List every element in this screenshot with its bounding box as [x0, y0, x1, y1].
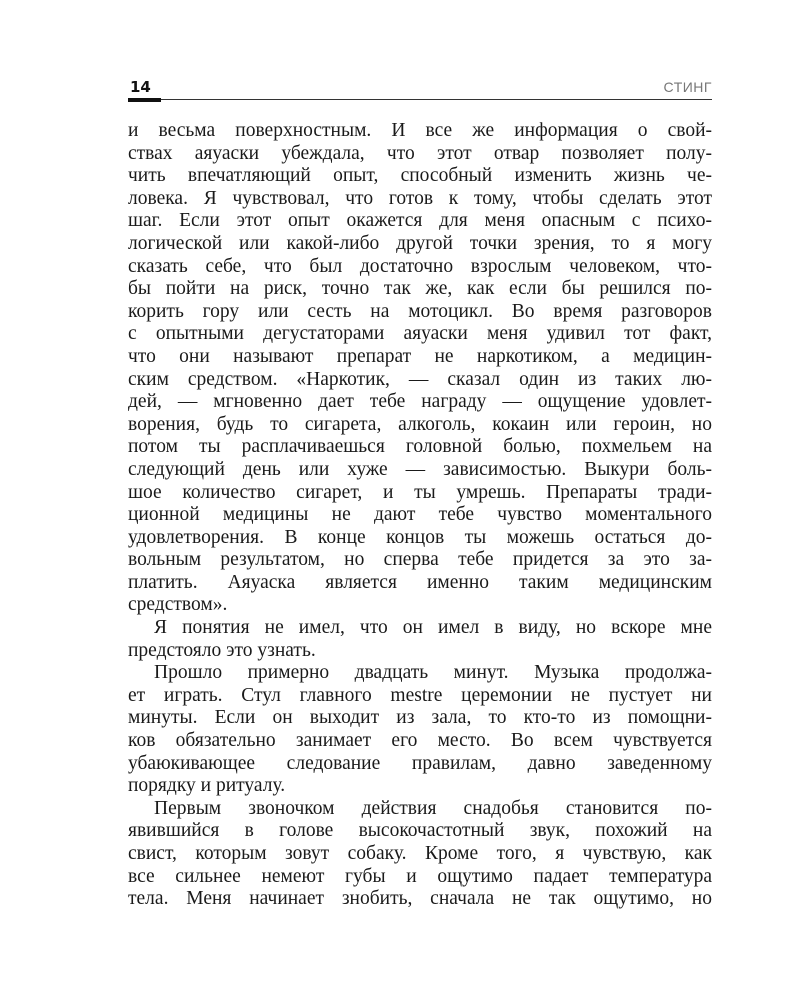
text-line: вольным результатом, но сперва тебе придется за это за-	[128, 549, 712, 571]
paragraph	[128, 662, 712, 798]
text-line: свист, которым зовут собаку. Кроме того, я чувствую, как	[128, 843, 712, 864]
text-line: сказать себе, что был достаточно взрослым человеком, что-	[128, 255, 712, 277]
text-line: ворения, будь то сигарета, алкоголь, кокаин или героин, но	[128, 413, 712, 435]
running-header	[128, 78, 712, 102]
text-line: убаюкивающее следование правилам, давно заведенному	[128, 752, 712, 774]
text-line: Первым звоночком действия снадобья становится по-	[154, 797, 712, 819]
text-line: корить гору или сесть на мотоцикл. Во время разговоров	[128, 300, 712, 322]
text-line: следующий день или хуже — зависимостью. Выкури боль-	[128, 458, 712, 480]
text-line: Прошло примерно двадцать минут. Музыка продолжа-	[154, 662, 712, 684]
text-line: предстояло это узнать.	[128, 639, 316, 661]
text-line: Я понятия не имел, что он имел в виду, но вскоре мне	[154, 617, 712, 639]
paragraph	[128, 120, 712, 617]
text-line: ским средством. «Наркотик, — сказал один из таких лю-	[128, 368, 712, 390]
paragraph	[128, 617, 712, 662]
running-title: СТИНГ	[663, 79, 712, 95]
text-line: явившийся в голове высокочастотный звук, похожий на	[128, 820, 712, 842]
text-line: логической или какой-либо другой точки зрения, то я могу	[128, 232, 712, 254]
text-line: что они называют препарат не наркотиком, а медицин-	[128, 345, 712, 367]
text-line: с опытными дегустаторами аяуаски меня удивил тот факт,	[128, 323, 712, 345]
text-line: дей, — мгновенно дает тебе награду — ощущение удовлет-	[128, 391, 712, 413]
text-line: чить впечатляющий опыт, способный изменить жизнь че-	[128, 165, 712, 187]
text-line: все сильнее немеют губы и ощутимо падает температура	[128, 865, 712, 887]
text-line: потом ты расплачиваешься головной болью, похмельем на	[128, 436, 712, 458]
page-number-underline	[128, 98, 161, 102]
text-line: ловека. Я чувствовал, что готов к тому, чтобы сделать этот	[128, 187, 712, 209]
header-rule	[128, 99, 712, 100]
text-line: тела. Меня начинает знобить, сначала не так ощутимо, но	[128, 888, 712, 910]
text-line: шое количество сигарет, и ты умрешь. Препараты тради-	[128, 481, 712, 503]
text-line: платить. Аяуаска является именно таким медицинским	[128, 571, 712, 593]
text-line: ет играть. Стул главного mestre церемонии не пустует ни	[128, 684, 712, 706]
text-line: минуты. Если он выходит из зала, то кто-то из помощни-	[128, 707, 712, 729]
text-line: бы пойти на риск, точно так же, как если бы решился по-	[128, 278, 712, 300]
text-line: порядку и ритуалу.	[128, 775, 286, 797]
body-text	[128, 120, 712, 911]
text-line: ствах аяуаски убеждала, что этот отвар позволяет полу-	[128, 142, 712, 164]
text-line: ков обязательно занимает его место. Во всем чувствуется	[128, 730, 712, 752]
paragraph	[128, 798, 712, 911]
page-number: 14	[130, 78, 151, 96]
text-line: и весьма поверхностным. И все же информация о свой-	[128, 120, 712, 141]
text-line: средством».	[128, 594, 228, 616]
text-line: удовлетворения. В конце концов ты можешь остаться до-	[128, 526, 712, 548]
text-line: шаг. Если этот опыт окажется для меня опасным с психо-	[128, 210, 712, 232]
text-line: ционной медицины не дают тебе чувство моментального	[128, 504, 712, 526]
